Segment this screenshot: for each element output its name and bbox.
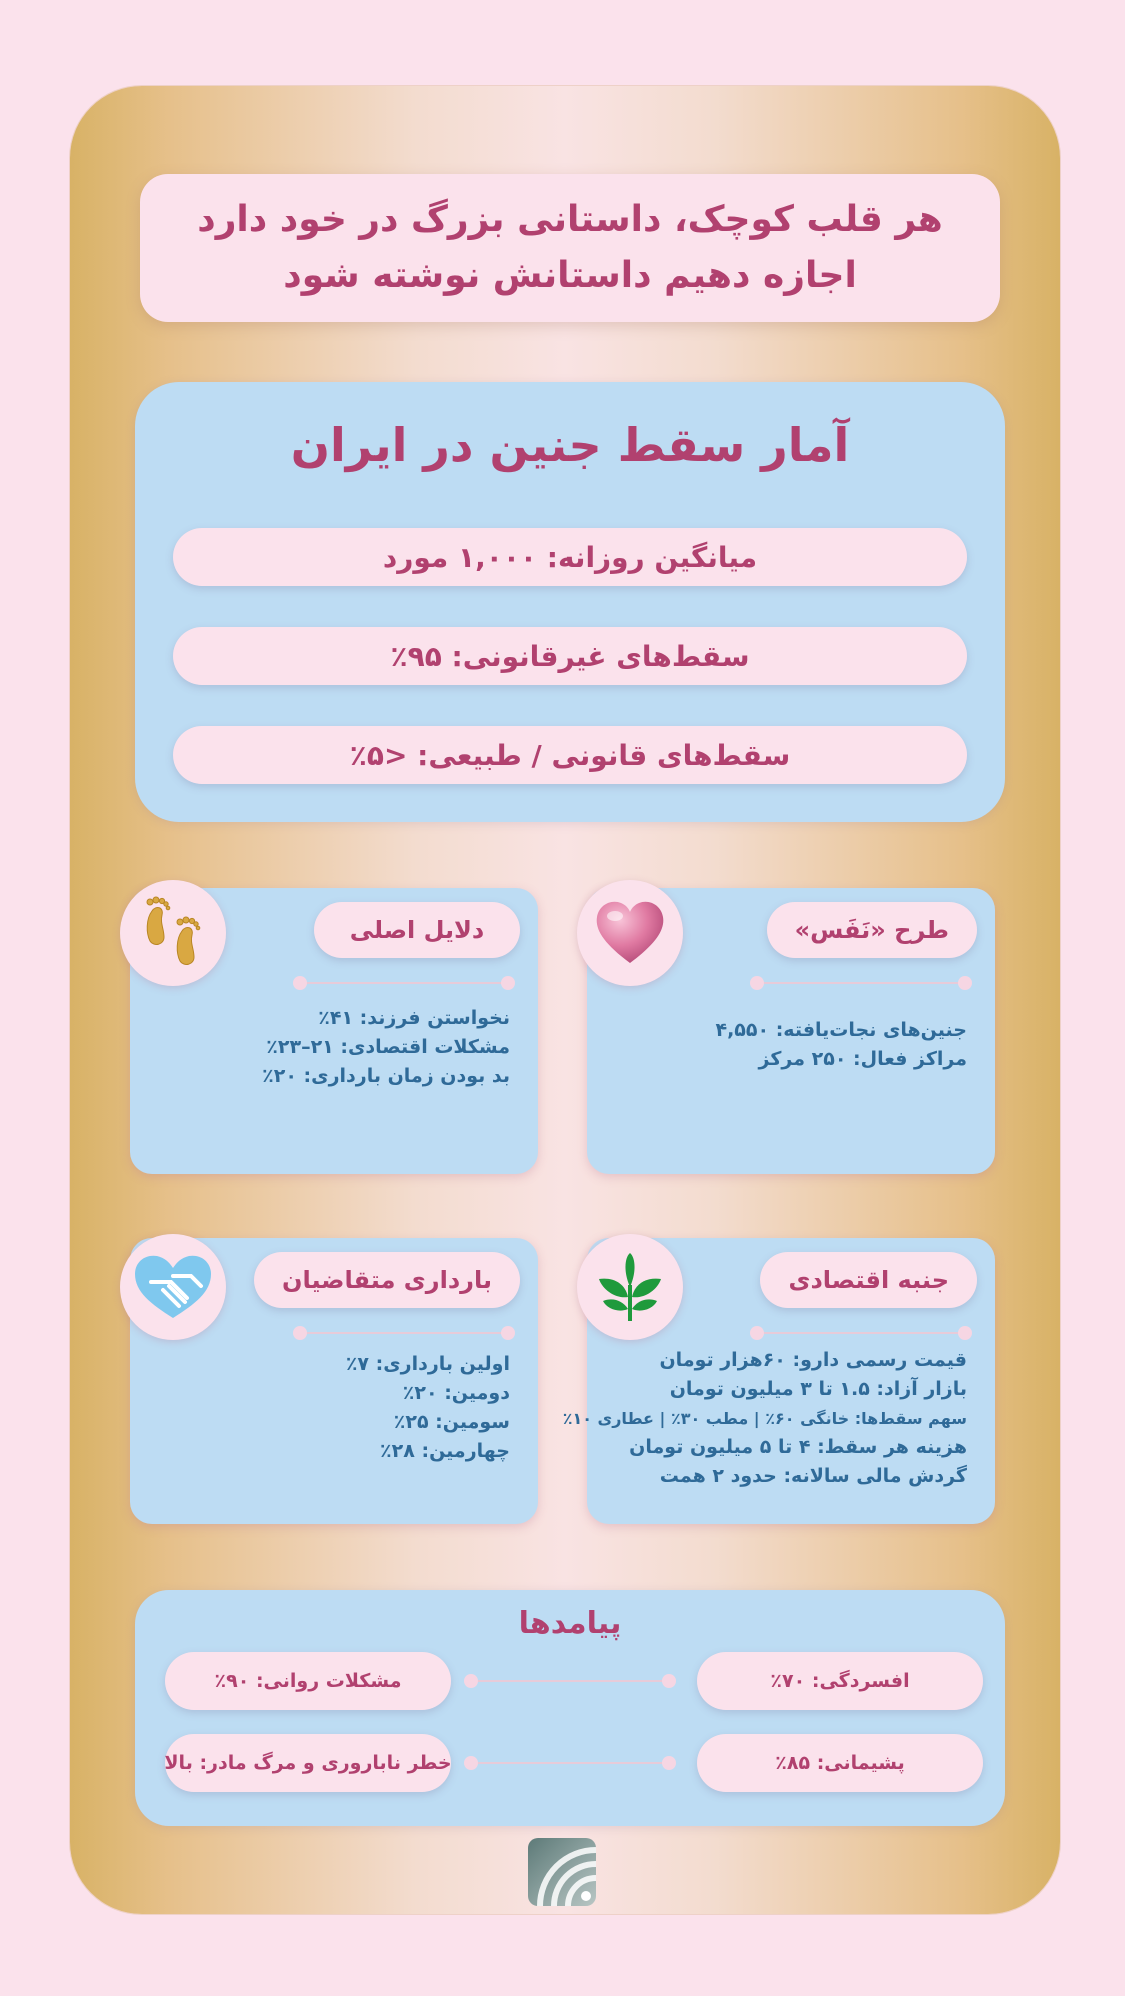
applicants-line: سومین: ۲۵٪ bbox=[393, 1411, 510, 1433]
nafas-line: مراکز فعال: ۲۵۰ مرکز bbox=[758, 1048, 967, 1070]
economy-line: گردش مالی سالانه: حدود ۲ همت bbox=[659, 1465, 967, 1487]
connector-line bbox=[471, 1680, 669, 1682]
outcome-infertility-risk: خطر ناباروری و مرگ مادر: بالا bbox=[165, 1734, 451, 1792]
reasons-card-title: دلایل اصلی bbox=[314, 902, 520, 958]
reasons-line: نخواستن فرزند: ۴۱٪ bbox=[318, 1007, 510, 1029]
divider bbox=[757, 982, 965, 984]
headline-line-2: اجازه دهیم داستانش نوشته شود bbox=[283, 255, 857, 296]
economy-line: سهم سقط‌ها: خانگی ۶۰٪ | مطب ۳۰٪ | عطاری ۱۰٪ bbox=[562, 1409, 967, 1428]
nafas-line: جنین‌های نجات‌یافته: ۴,۵۵۰ bbox=[715, 1019, 967, 1041]
economy-line: هزینه هر سقط: ۴ تا ۵ میلیون تومان bbox=[629, 1436, 967, 1458]
applicants-line: چهارمین: ۲۸٪ bbox=[380, 1440, 510, 1462]
outcome-depression: افسردگی: ۷۰٪ bbox=[697, 1652, 983, 1710]
brand-logo bbox=[528, 1838, 596, 1906]
reasons-line: بد بودن زمان بارداری: ۲۰٪ bbox=[262, 1065, 510, 1087]
handshake-icon bbox=[120, 1234, 226, 1340]
outcome-mental-problems: مشکلات روانی: ۹۰٪ bbox=[165, 1652, 451, 1710]
stat-legal-natural: سقط‌های قانونی / طبیعی: <۵٪ bbox=[173, 726, 967, 784]
stat-illegal: سقط‌های غیرقانونی: ۹۵٪ bbox=[173, 627, 967, 685]
divider bbox=[300, 982, 508, 984]
stats-panel bbox=[135, 382, 1005, 822]
divider bbox=[300, 1332, 508, 1334]
nafas-card-body bbox=[715, 1016, 967, 1074]
divider bbox=[757, 1332, 965, 1334]
footprints-icon bbox=[120, 880, 226, 986]
applicants-line: دومین: ۲۰٪ bbox=[402, 1382, 510, 1404]
reasons-card-body bbox=[262, 1004, 510, 1091]
economy-card-body bbox=[563, 1346, 967, 1491]
reasons-line: مشکلات اقتصادی: ۲۱–۲۳٪ bbox=[266, 1036, 510, 1058]
outcome-regret: پشیمانی: ۸۵٪ bbox=[697, 1734, 983, 1792]
economy-line: بازار آزاد: ۱.۵ تا ۳ میلیون تومان bbox=[669, 1378, 967, 1400]
outcomes-title: پیامدها bbox=[518, 1606, 622, 1641]
headline-card bbox=[140, 174, 1000, 322]
stat-daily-average: میانگین روزانه: ۱,۰۰۰ مورد bbox=[173, 528, 967, 586]
connector-line bbox=[471, 1762, 669, 1764]
stats-title: آمار سقط جنین در ایران bbox=[290, 418, 850, 472]
economy-line: قیمت رسمی دارو: ۶۰هزار تومان bbox=[659, 1349, 967, 1371]
heart-icon bbox=[577, 880, 683, 986]
sprout-icon bbox=[577, 1234, 683, 1340]
applicants-card-title: بارداری متقاضیان bbox=[254, 1252, 520, 1308]
headline-line-1: هر قلب کوچک، داستانی بزرگ در خود دارد bbox=[197, 199, 943, 240]
outcomes-panel bbox=[135, 1590, 1005, 1826]
applicants-line: اولین بارداری: ۷٪ bbox=[345, 1353, 510, 1375]
nafas-card-title: طرح «نَفَس» bbox=[767, 902, 977, 958]
applicants-card-body bbox=[346, 1350, 510, 1466]
economy-card-title: جنبه اقتصادی bbox=[760, 1252, 977, 1308]
